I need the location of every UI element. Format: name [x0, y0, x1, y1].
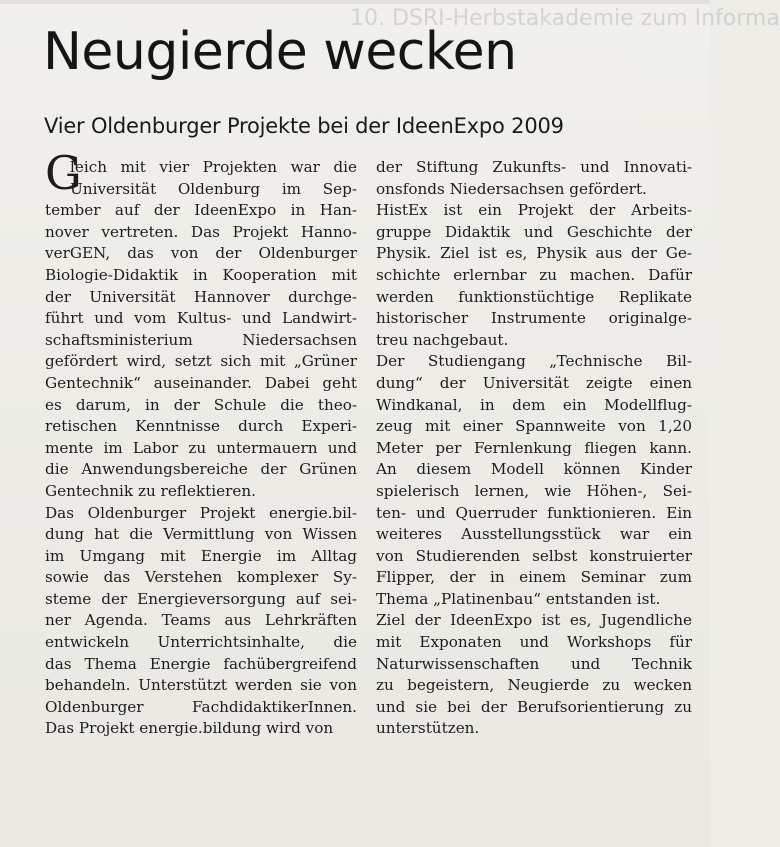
text-line: HistEx ist ein Projekt der Arbeits-	[376, 201, 692, 220]
text-line: zu begeistern, Neugierde zu wecken	[376, 676, 692, 695]
text-line: retischen Kenntnisse durch Experi-	[45, 417, 357, 436]
article-title: Neugierde wecken	[43, 22, 517, 82]
text-line: Oldenburger FachdidaktikerInnen.	[45, 697, 357, 716]
text-line: Naturwissenschaften und Technik	[376, 654, 692, 673]
text-line: der Stiftung Zukunfts- und Innovati-	[376, 158, 692, 176]
text-line: Thema „Platinenbau“ entstanden ist.	[376, 589, 661, 608]
text-line: schaftsministerium Niedersachsen	[45, 330, 357, 349]
text-line: zeug mit einer Spannweite von 1,20	[376, 417, 692, 436]
bleed-through-header: 10. DSRI-Herbstakademie zum Informa	[350, 6, 780, 31]
left-column	[45, 157, 357, 740]
text-line: dung“ der Universität zeigte einen	[376, 373, 692, 392]
text-line: An diesem Modell können Kinder	[376, 460, 692, 479]
text-line: und sie bei der Berufsorientierung zu	[376, 697, 692, 716]
right-column	[376, 157, 692, 740]
text-line: tember auf der IdeenExpo in Han-	[45, 201, 357, 220]
text-line: Flipper, der in einem Seminar zum	[376, 568, 692, 587]
text-line: das Thema Energie fachübergreifend	[45, 654, 357, 673]
text-line: der Universität Hannover durchge-	[45, 287, 357, 306]
text-line: es darum, in der Schule die theo-	[45, 395, 357, 414]
text-line: entwickeln Unterrichtsinhalte, die	[45, 633, 357, 652]
drop-cap: G	[45, 146, 82, 200]
text-line: dung hat die Vermittlung von Wissen	[45, 525, 357, 544]
text-line: von Studierenden selbst konstruierter	[376, 546, 692, 565]
text-line: ner Agenda. Teams aus Lehrkräften	[45, 611, 357, 630]
text-line: behandeln. Unterstützt werden sie von	[45, 676, 357, 695]
text-line: im Umgang mit Energie im Alltag	[45, 546, 357, 565]
text-line: treu nachgebaut.	[376, 330, 509, 349]
text-line: gruppe Didaktik und Geschichte der	[376, 222, 692, 241]
text-line: Gentechnik“ auseinander. Dabei geht	[45, 373, 357, 392]
page-edge-shadow	[0, 0, 710, 4]
text-line: ten- und Querruder funktionieren. Ein	[376, 503, 692, 522]
text-line: Windkanal, in dem ein Modellflug-	[376, 395, 692, 414]
text-line: führt und vom Kultus- und Landwirt-	[45, 309, 357, 328]
text-line: die Anwendungsbereiche der Grünen	[45, 460, 357, 479]
text-line: Der Studiengang „Technische Bil-	[376, 352, 692, 371]
text-line: onsfonds Niedersachsen gefördert.	[376, 179, 647, 198]
text-line: Meter per Fernlenkung fliegen kann.	[376, 438, 692, 457]
text-line: historischer Instrumente originalge-	[376, 309, 692, 328]
text-line: gefördert wird, setzt sich mit „Grüner	[45, 352, 357, 371]
text-line: Physik. Ziel ist es, Physik aus der Ge-	[376, 244, 692, 263]
text-line: Biologie-Didaktik in Kooperation mit	[45, 265, 357, 284]
text-line: Gentechnik zu reflektieren.	[45, 481, 256, 500]
text-line: werden funktionstüchtige Replikate	[376, 287, 692, 306]
article-subtitle: Vier Oldenburger Projekte bei der IdeenExpo 2009	[44, 114, 564, 138]
text-line: mente im Labor zu untermauern und	[45, 438, 357, 457]
text-line: spielerisch lernen, wie Höhen-, Sei-	[376, 481, 692, 500]
text-line: steme der Energieversorgung auf sei-	[45, 589, 357, 608]
text-line: Universität Oldenburg im Sep-	[70, 179, 357, 198]
text-line: nover vertreten. Das Projekt Hanno-	[45, 222, 357, 241]
text-line: schichte erlernbar zu machen. Dafür	[376, 265, 692, 284]
text-line: unterstützen.	[376, 719, 480, 738]
text-line: verGEN, das von der Oldenburger	[45, 244, 357, 263]
text-line: mit Exponaten und Workshops für	[376, 633, 692, 652]
text-line: sowie das Verstehen komplexer Sy-	[45, 568, 357, 587]
text-line: Ziel der IdeenExpo ist es, Jugendliche	[376, 611, 692, 630]
text-line: Das Oldenburger Projekt energie.bil-	[45, 503, 357, 522]
text-line: weiteres Ausstellungsstück war ein	[376, 525, 692, 544]
text-line: Das Projekt energie.bildung wird von	[45, 719, 334, 738]
text-line: leich mit vier Projekten war die	[70, 158, 357, 176]
